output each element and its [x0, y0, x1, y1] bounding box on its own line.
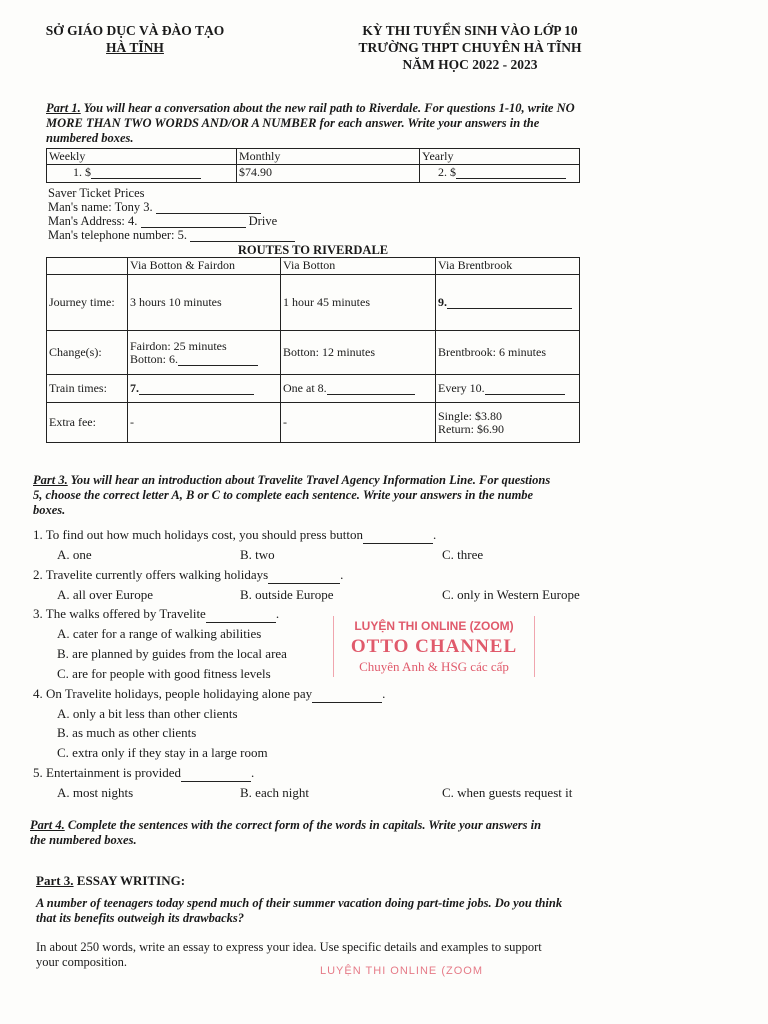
answer-blank-9[interactable]	[447, 308, 572, 309]
part4-instr-line1: Complete the sentences with the correct form of the words in capitals. Write your answers in	[64, 818, 542, 832]
routes-title: ROUTES TO RIVERDALE	[237, 243, 389, 257]
q2-option-a[interactable]: A. all over Europe	[57, 587, 154, 602]
question-4: 4. On Travelite holidays, people holidaying alone pay .	[33, 686, 386, 701]
monthly-price: $74.90	[237, 165, 420, 183]
answer-blank-2[interactable]	[456, 178, 566, 179]
q1-option-c[interactable]: C. three	[442, 547, 484, 562]
q5-option-b[interactable]: B. each night	[240, 785, 309, 800]
q4-option-b[interactable]: B. as much as other clients	[57, 725, 197, 740]
part4-label: Part 4.	[30, 818, 65, 832]
essay-title: ESSAY WRITING:	[73, 873, 186, 888]
answer-blank-8[interactable]	[327, 394, 415, 395]
header-weekly: Weekly	[47, 149, 237, 165]
question-4-text: 4. On Travelite holidays, people holidaying alone pay	[33, 686, 313, 701]
question-3-blank[interactable]	[206, 622, 276, 623]
mans-phone-line	[48, 228, 295, 242]
answer-blank-7[interactable]	[139, 394, 254, 395]
routes-header-botton-fairdon: Via Botton & Fairdon	[128, 258, 281, 275]
exam-title: KỲ THI TUYỂN SINH VÀO LỚP 10	[362, 23, 578, 38]
weekly-cell	[47, 165, 237, 183]
part1-instruction	[46, 101, 616, 146]
change-c3: Brentbrook: 6 minutes	[436, 331, 580, 375]
part3-instruction	[33, 473, 623, 518]
essay-prompt-line2: that its benefits outweigh its drawbacks?	[36, 911, 245, 925]
essay-heading	[36, 873, 185, 889]
change-c1b: Botton: 6.	[130, 351, 179, 366]
province-name: HÀ TĨNH	[106, 40, 164, 55]
fee-c2: -	[281, 403, 436, 443]
answer-blank-1[interactable]	[91, 178, 201, 179]
part3-instr-line2: 5, choose the correct letter A, B or C to complete each sentence. Write your answers in the numbe	[33, 488, 534, 502]
address-suffix: Drive	[248, 214, 278, 228]
train-label: Train times:	[47, 375, 128, 403]
weekly-answer: 1. $	[73, 165, 91, 179]
header-left	[30, 22, 240, 56]
train-c2-cell	[281, 375, 436, 403]
q2-option-b[interactable]: B. outside Europe	[240, 587, 334, 602]
question-3-text: 3. The walks offered by Travelite	[33, 606, 206, 621]
train-c3: Every 10.	[438, 381, 485, 395]
mans-address-line	[48, 214, 277, 228]
watermark-stamp	[333, 616, 535, 677]
part1-instr-line1: You will hear a conversation about the new rail path to Riverdale. For questions 1-10, write NO	[80, 101, 575, 115]
q7-number: 7.	[130, 381, 139, 395]
watermark-stamp-bottom: LUYỆN THI ONLINE (ZOOM	[320, 965, 483, 977]
routes-header-brentbrook: Via Brentbrook	[436, 258, 580, 275]
fee-c1: -	[128, 403, 281, 443]
department-name: SỞ GIÁO DỤC VÀ ĐÀO TẠO	[45, 23, 225, 38]
part1-instr-line2: MORE THAN TWO WORDS AND/OR A NUMBER for each answer. Write your answers in the	[46, 116, 540, 130]
q5-option-a[interactable]: A. most nights	[57, 785, 134, 800]
mans-address-label: Man's Address: 4.	[48, 214, 138, 228]
mans-phone-label: Man's telephone number: 5.	[48, 228, 188, 242]
question-5-text: 5. Entertainment is provided	[33, 765, 182, 780]
price-table	[46, 148, 580, 183]
train-c1-cell	[128, 375, 281, 403]
school-name: TRƯỜNG THPT CHUYÊN HÀ TĨNH	[358, 40, 582, 55]
part3-label: Part 3.	[33, 473, 68, 487]
header-monthly: Monthly	[237, 149, 420, 165]
part3-instr-line3: boxes.	[33, 503, 66, 517]
fee-label: Extra fee:	[47, 403, 128, 443]
journey-c3-cell	[436, 275, 580, 331]
q4-option-a[interactable]: A. only a bit less than other clients	[57, 706, 238, 721]
part4-instruction	[30, 818, 630, 848]
question-5: 5. Entertainment is provided .	[33, 765, 255, 780]
question-2-blank[interactable]	[268, 583, 340, 584]
q3-option-a[interactable]: A. cater for a range of walking abilities	[57, 626, 262, 641]
change-c2: Botton: 12 minutes	[281, 331, 436, 375]
question-2: 2. Travelite currently offers walking holidays .	[33, 567, 344, 582]
question-1: 1. To find out how much holidays cost, you should press button .	[33, 527, 437, 542]
question-1-blank[interactable]	[363, 543, 433, 544]
part1-label: Part 1.	[46, 101, 81, 115]
mans-name-label: Man's name: Tony 3.	[48, 200, 153, 214]
essay-prompt-line1: A number of teenagers today spend much of their summer vacation doing part-time jobs. Do you think	[36, 896, 563, 910]
stamp-line1: LUYỆN THI ONLINE (ZOOM)	[354, 619, 514, 633]
question-4-blank[interactable]	[312, 702, 382, 703]
journey-label: Journey time:	[47, 275, 128, 331]
stamp-line2: OTTO CHANNEL	[350, 636, 518, 657]
essay-task-line2: your composition.	[36, 955, 127, 969]
routes-header-botton: Via Botton	[281, 258, 436, 275]
part4-instr-line2: the numbered boxes.	[30, 833, 137, 847]
question-3: 3. The walks offered by Travelite .	[33, 606, 280, 621]
school-year: NĂM HỌC 2022 - 2023	[402, 57, 538, 72]
train-c3-cell	[436, 375, 580, 403]
q1-option-a[interactable]: A. one	[57, 547, 92, 562]
stamp-line3: Chuyên Anh & HSG các cấp	[359, 659, 509, 674]
change-c1-cell	[128, 331, 281, 375]
q2-option-c[interactable]: C. only in Western Europe	[442, 587, 580, 602]
q9-number: 9.	[438, 295, 447, 309]
answer-blank-5[interactable]	[190, 241, 295, 242]
header-right	[330, 22, 610, 73]
yearly-answer: 2. $	[438, 165, 456, 179]
q1-option-b[interactable]: B. two	[240, 547, 275, 562]
essay-task-line1: In about 250 words, write an essay to express your idea. Use specific details and examples to support	[36, 940, 542, 954]
answer-blank-10[interactable]	[485, 394, 565, 395]
essay-part-label: Part 3.	[36, 873, 74, 888]
mans-name-line	[48, 200, 261, 214]
change-label: Change(s):	[47, 331, 128, 375]
train-c2: One at 8.	[283, 381, 327, 395]
part1-instr-line3: numbered boxes.	[46, 131, 134, 145]
q4-option-c[interactable]: C. extra only if they stay in a large room	[57, 745, 268, 760]
question-5-blank[interactable]	[181, 781, 251, 782]
q3-option-b[interactable]: B. are planned by guides from the local area	[57, 646, 287, 661]
answer-blank-6[interactable]	[178, 365, 258, 366]
fee-single: Single: $3.80	[438, 408, 503, 423]
header-yearly: Yearly	[420, 149, 580, 165]
fee-c3-cell	[436, 403, 580, 443]
question-1-text: 1. To find out how much holidays cost, you should press button	[33, 527, 363, 542]
journey-c2: 1 hour 45 minutes	[281, 275, 436, 331]
part3-instr-line1: You will hear an introduction about Travelite Travel Agency Information Line. For questions	[67, 473, 551, 487]
change-c1a: Fairdon: 25 minutes	[130, 338, 227, 353]
essay-prompt	[36, 896, 636, 926]
q5-option-c[interactable]: C. when guests request it	[442, 785, 573, 800]
q3-option-c[interactable]: C. are for people with good fitness levels	[57, 666, 271, 681]
question-2-text: 2. Travelite currently offers walking holidays	[33, 567, 269, 582]
routes-header-empty	[47, 258, 128, 275]
yearly-cell	[420, 165, 580, 183]
saver-caption: Saver Ticket Prices	[48, 186, 145, 200]
fee-return: Return: $6.90	[438, 421, 504, 436]
journey-c1: 3 hours 10 minutes	[128, 275, 281, 331]
routes-table	[46, 257, 580, 443]
